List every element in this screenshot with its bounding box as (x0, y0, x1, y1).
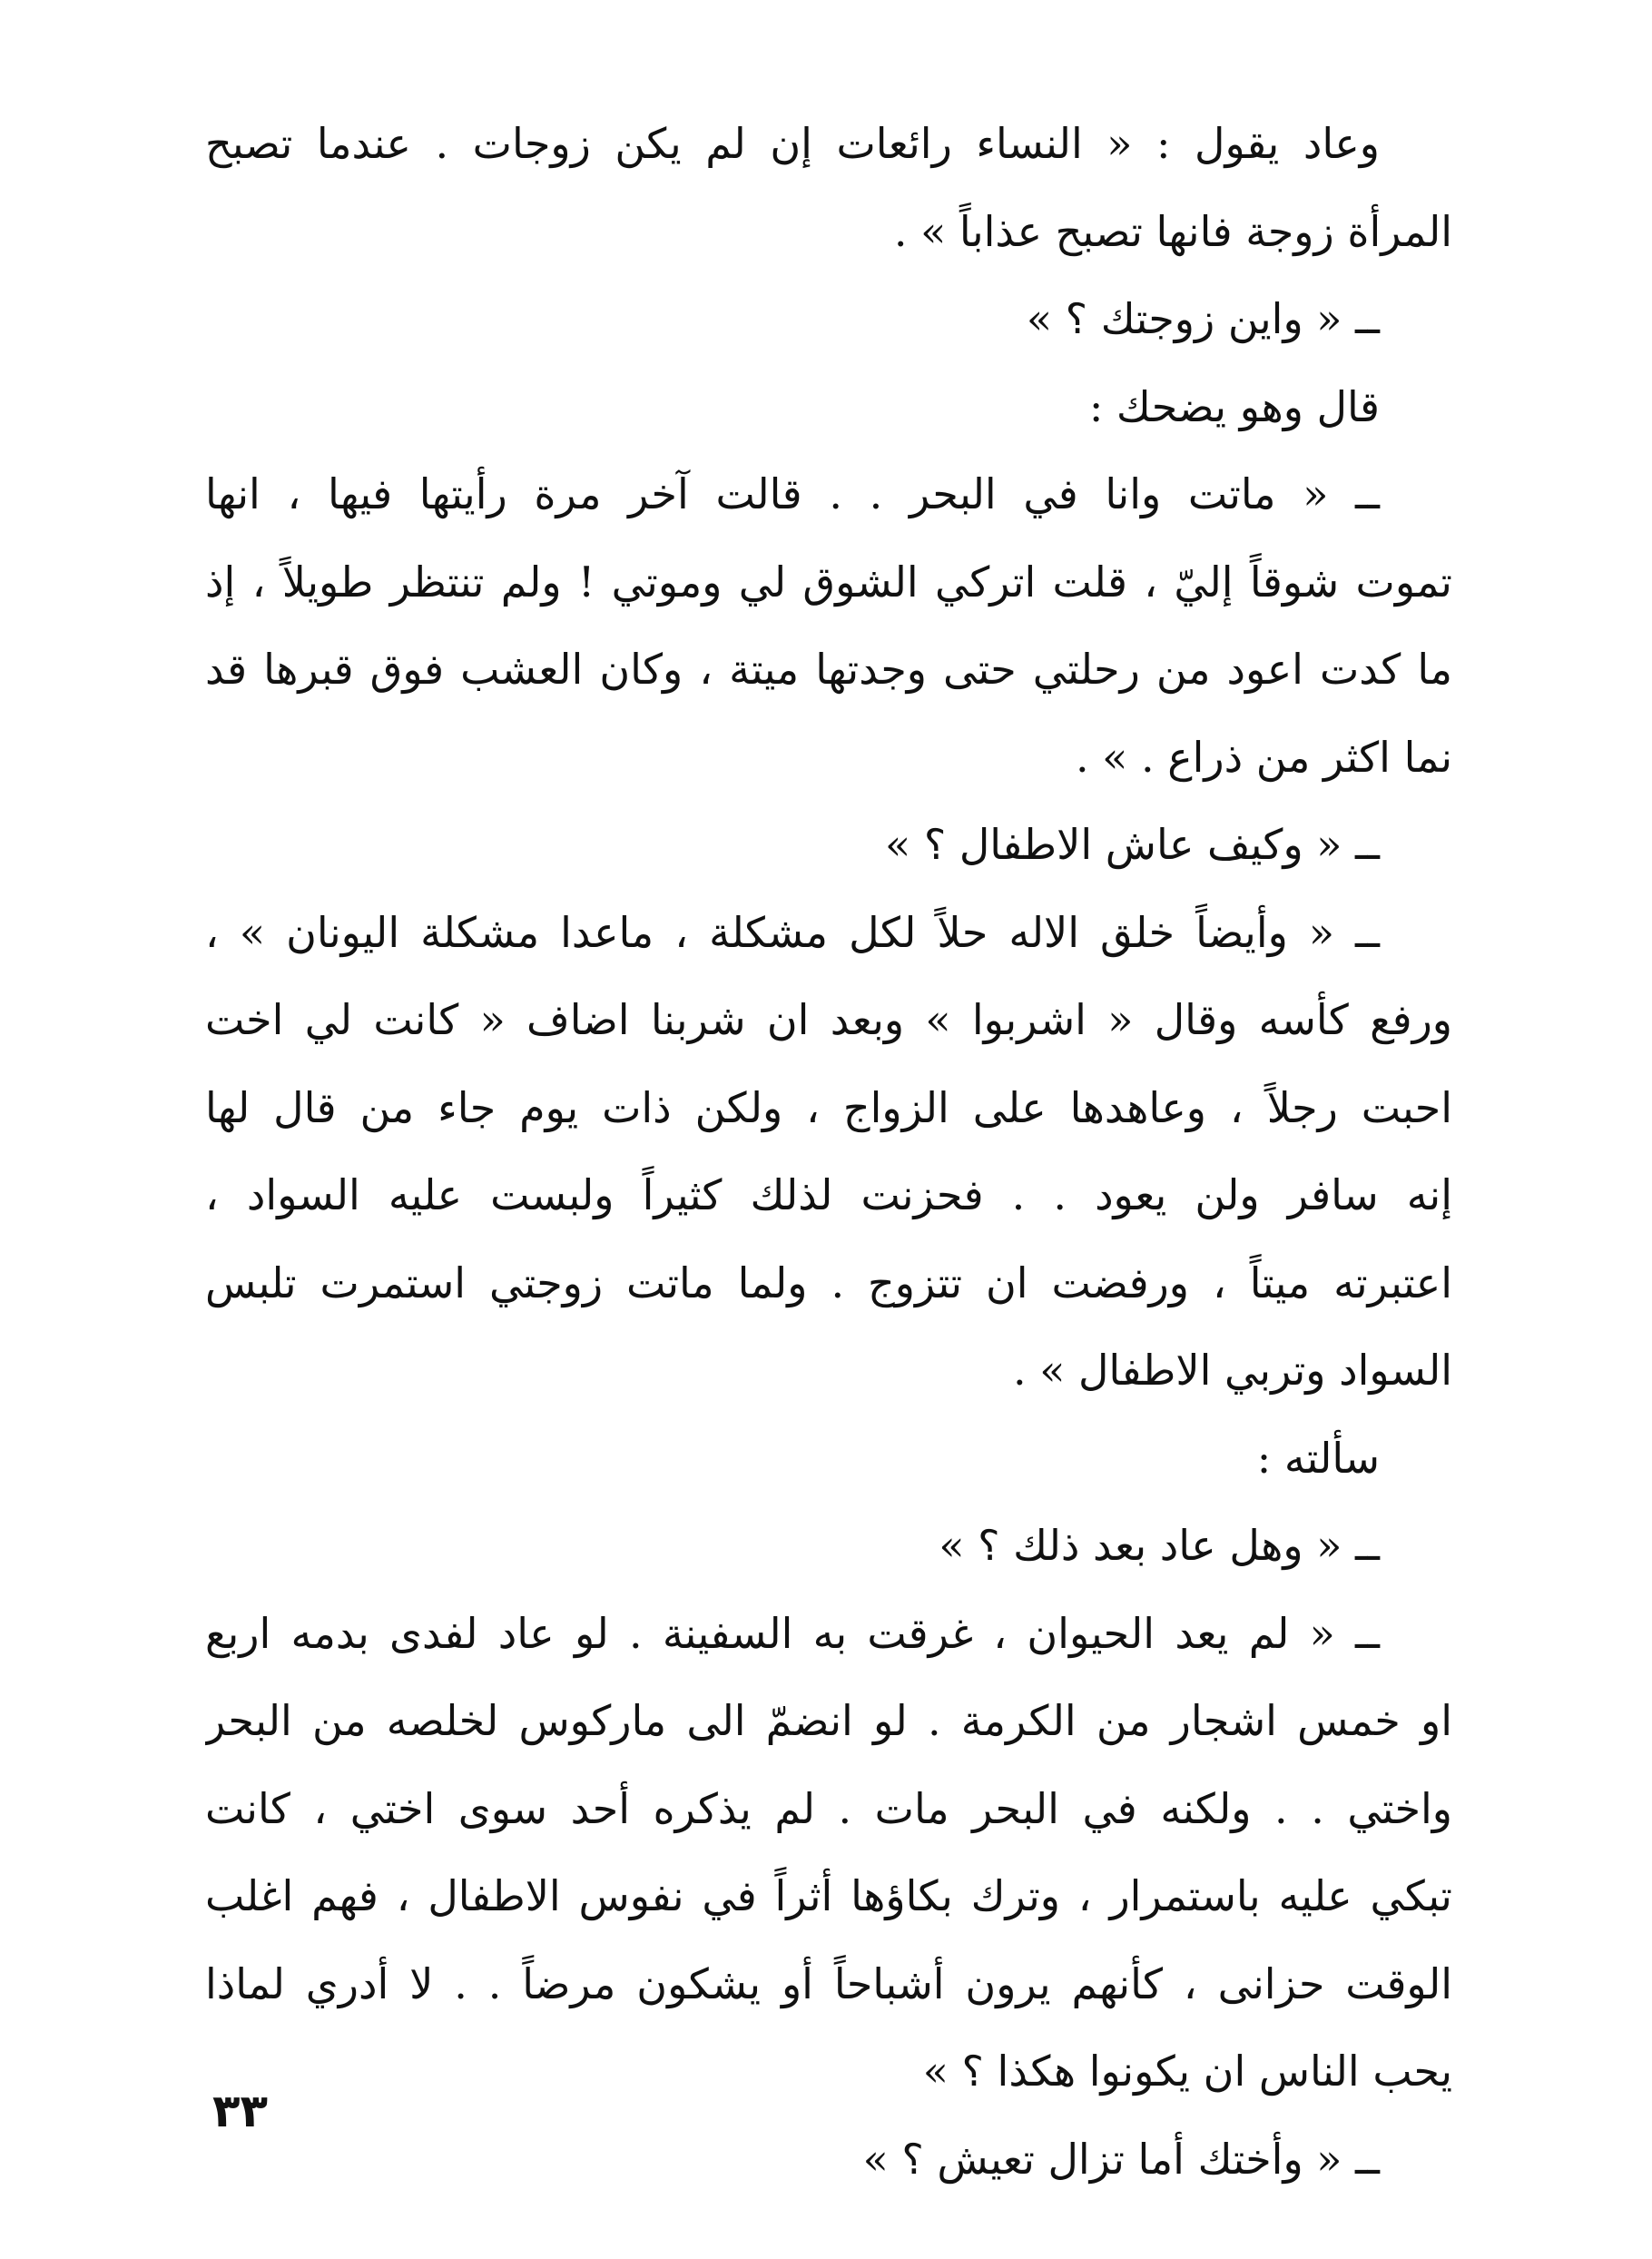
text-line: ــ « وكيف عاش الاطفال ؟ » (885, 820, 1380, 869)
text-line: تموت شوقاً إليّ ، قلت اتركي الشوق لي وموتي ! ولم تنتظر طويلاً ، إذ (205, 557, 1452, 607)
text-line: ــ « وأختك أما تزال تعيش ؟ » (862, 2134, 1380, 2184)
page-text (205, 100, 1452, 2203)
page-number: ٣٣ (212, 2085, 269, 2137)
text-line: اعتبرته ميتاً ، ورفضت ان تتزوج . ولما ماتت زوجتي استمرت تلبس (205, 1258, 1452, 1307)
text-line: يحب الناس ان يكونوا هكذا ؟ » (922, 2047, 1452, 2096)
text-line: ــ « وهل عاد بعد ذلك ؟ » (939, 1521, 1380, 1570)
text-line: إنه سافر ولن يعود . . فحزنت لذلك كثيراً ولبست عليه السواد ، (205, 1170, 1452, 1219)
text-line: ــ « ماتت وانا في البحر . . قالت آخر مرة رأيتها فيها ، انها (205, 469, 1380, 518)
text-line: او خمس اشجار من الكرمة . لو انضمّ الى ماركوس لخلصه من البحر (205, 1696, 1452, 1745)
text-line: احبت رجلاً ، وعاهدها على الزواج ، ولكن ذات يوم جاء من قال لها (205, 1082, 1452, 1132)
text-line: سألته : (1256, 1433, 1380, 1483)
text-line: الوقت حزانى ، كأنهم يرون أشباحاً أو يشكون مرضاً . . لا أدري لماذا (205, 1958, 1452, 2008)
text-line: قال وهو يضحك : (1088, 381, 1380, 431)
text-line: نما اكثر من ذراع . » . (1075, 732, 1452, 782)
text-line: ــ « واين زوجتك ؟ » (1026, 294, 1380, 343)
text-line: تبكي عليه باستمرار ، وترك بكاؤها أثراً في نفوس الاطفال ، فهم اغلب (205, 1871, 1452, 1920)
text-line: السواد وتربي الاطفال » . (1013, 1346, 1452, 1395)
text-line: المرأة زوجة فانها تصبح عذاباً » . (893, 206, 1452, 256)
text-line: ورفع كأسه وقال « اشربوا » وبعد ان شربنا اضاف « كانت لي اخت (205, 995, 1452, 1044)
text-line: ــ « لم يعد الحيوان ، غرقت به السفينة . لو عاد لفدى بدمه اربع (205, 1608, 1380, 1658)
text-line: ــ « وأيضاً خلق الاله حلاً لكل مشكلة ، ماعدا مشكلة اليونان » ، (205, 907, 1380, 957)
text-line: ما كدت اعود من رحلتي حتى وجدتها ميتة ، وكان العشب فوق قبرها قد (205, 645, 1452, 694)
text-line: وعاد يقول : « النساء رائعات إن لم يكن زوجات . عندما تصبح (205, 119, 1380, 168)
text-line: واختي . . ولكنه في البحر مات . لم يذكره أحد سوى اختي ، كانت (205, 1783, 1452, 1833)
